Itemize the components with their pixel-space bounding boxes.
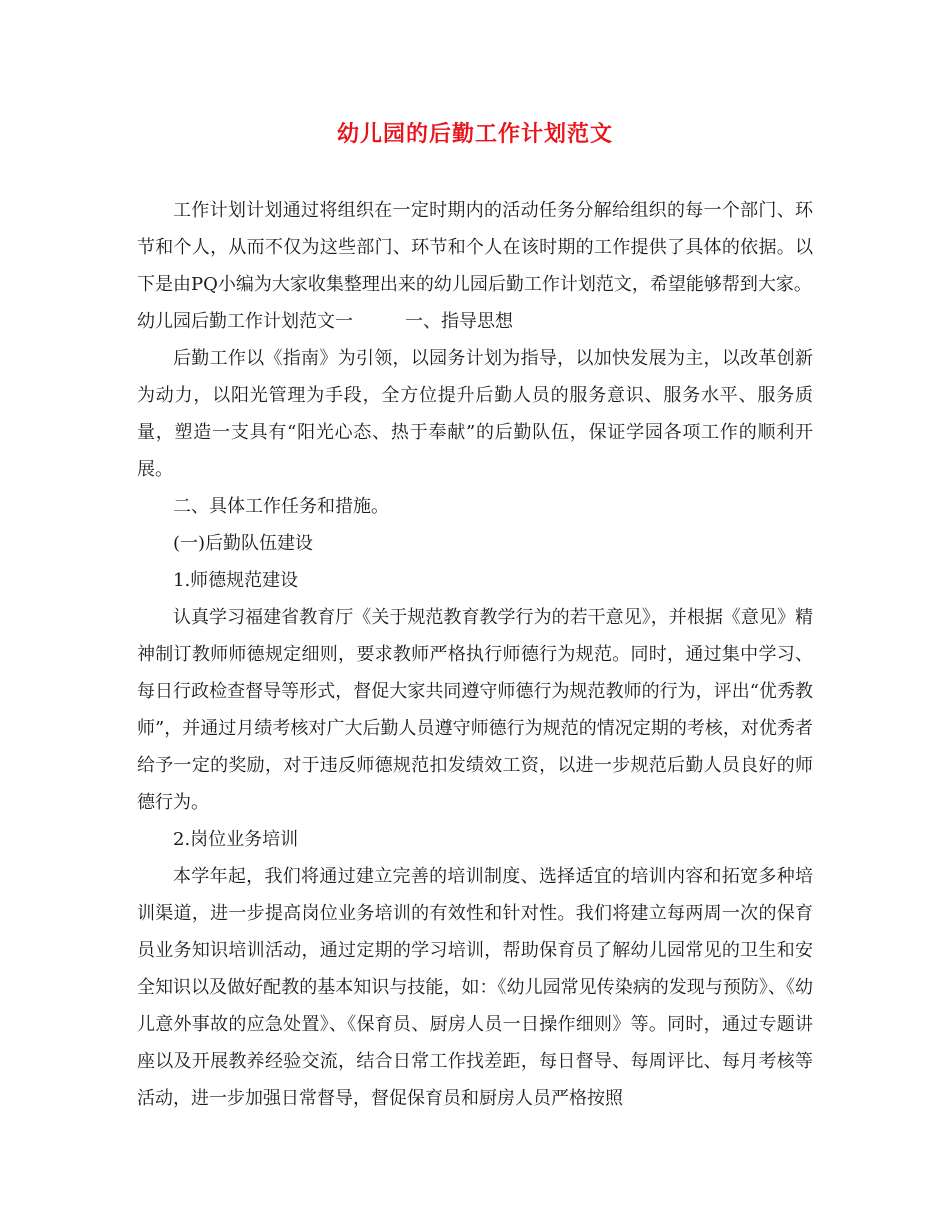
section-subheading: 一、指导思想 (405, 311, 513, 332)
section-label: 幼儿园后勤工作计划范文一 (137, 311, 353, 332)
paragraph-guiding-thought: 后勤工作以《指南》为引领，以园务计划为指导，以加快发展为主，以改革创新为动力，以阳光管理为手段，全方位提升后勤人员的服务意识、服务水平、服务质量，塑造一支具有“阳光心态、热于奉献”的后勤队伍，保证学园各项工作的顺利开展。 (137, 348, 813, 480)
heading-tasks-measures: 二、具体工作任务和措施。 (173, 496, 389, 517)
paragraph-ethics: 认真学习福建省教育厅《关于规范教育教学行为的若干意见》，并根据《意见》精神制订教师师德规定细则，要求教师严格执行师德行为规范。同时，通过集中学习、每日行政检查督导等形式，督促大家共同遵守师德行为规范教师的行为，评出“优秀教师”，并通过月绩考核对广大后勤人员遵守师德行为规范的情况定期的考核，对优秀者给予一定的奖励，对于违反师德规范扣发绩效工资，以进一步规范后勤人员良好的师德行为。 (137, 607, 813, 813)
paragraph-training: 本学年起，我们将通过建立完善的培训制度、选择适宜的培训内容和拓宽多种培训渠道，进一步提高岗位业务培训的有效性和针对性。我们将建立每两周一次的保育员业务知识培训活动，通过定期的学习培训，帮助保育员了解幼儿园常见的卫生和安全知识以及做好配教的基本知识与技能，如：《幼儿园常见传染病的发现与预防》、《幼儿意外事故的应急处置》、《保育员、厨房人员一日操作细则》等。同时，通过专题讲座以及开展教养经验交流，结合日常工作找差距，每日督导、每周评比、每月考核等活动，进一步加强日常督导，督促保育员和厨房人员严格按照 (137, 866, 813, 1109)
document-body (137, 192, 813, 1117)
paragraph-intro: 工作计划计划通过将组织在一定时期内的活动任务分解给组织的每一个部门、环节和个人，从而不仅为这些部门、环节和个人在该时期的工作提供了具体的依据。以下是由PQ小编为大家收集整理出来的幼儿园后勤工作计划范文，希望能够帮到大家。 (137, 200, 813, 295)
heading-ethics: 1.师德规范建设 (173, 570, 299, 591)
heading-team-building: (一)后勤队伍建设 (173, 533, 314, 554)
heading-training: 2.岗位业务培训 (173, 829, 299, 850)
section-heading-line (137, 303, 813, 340)
document-title: 幼儿园的后勤工作计划范文 (336, 121, 613, 147)
